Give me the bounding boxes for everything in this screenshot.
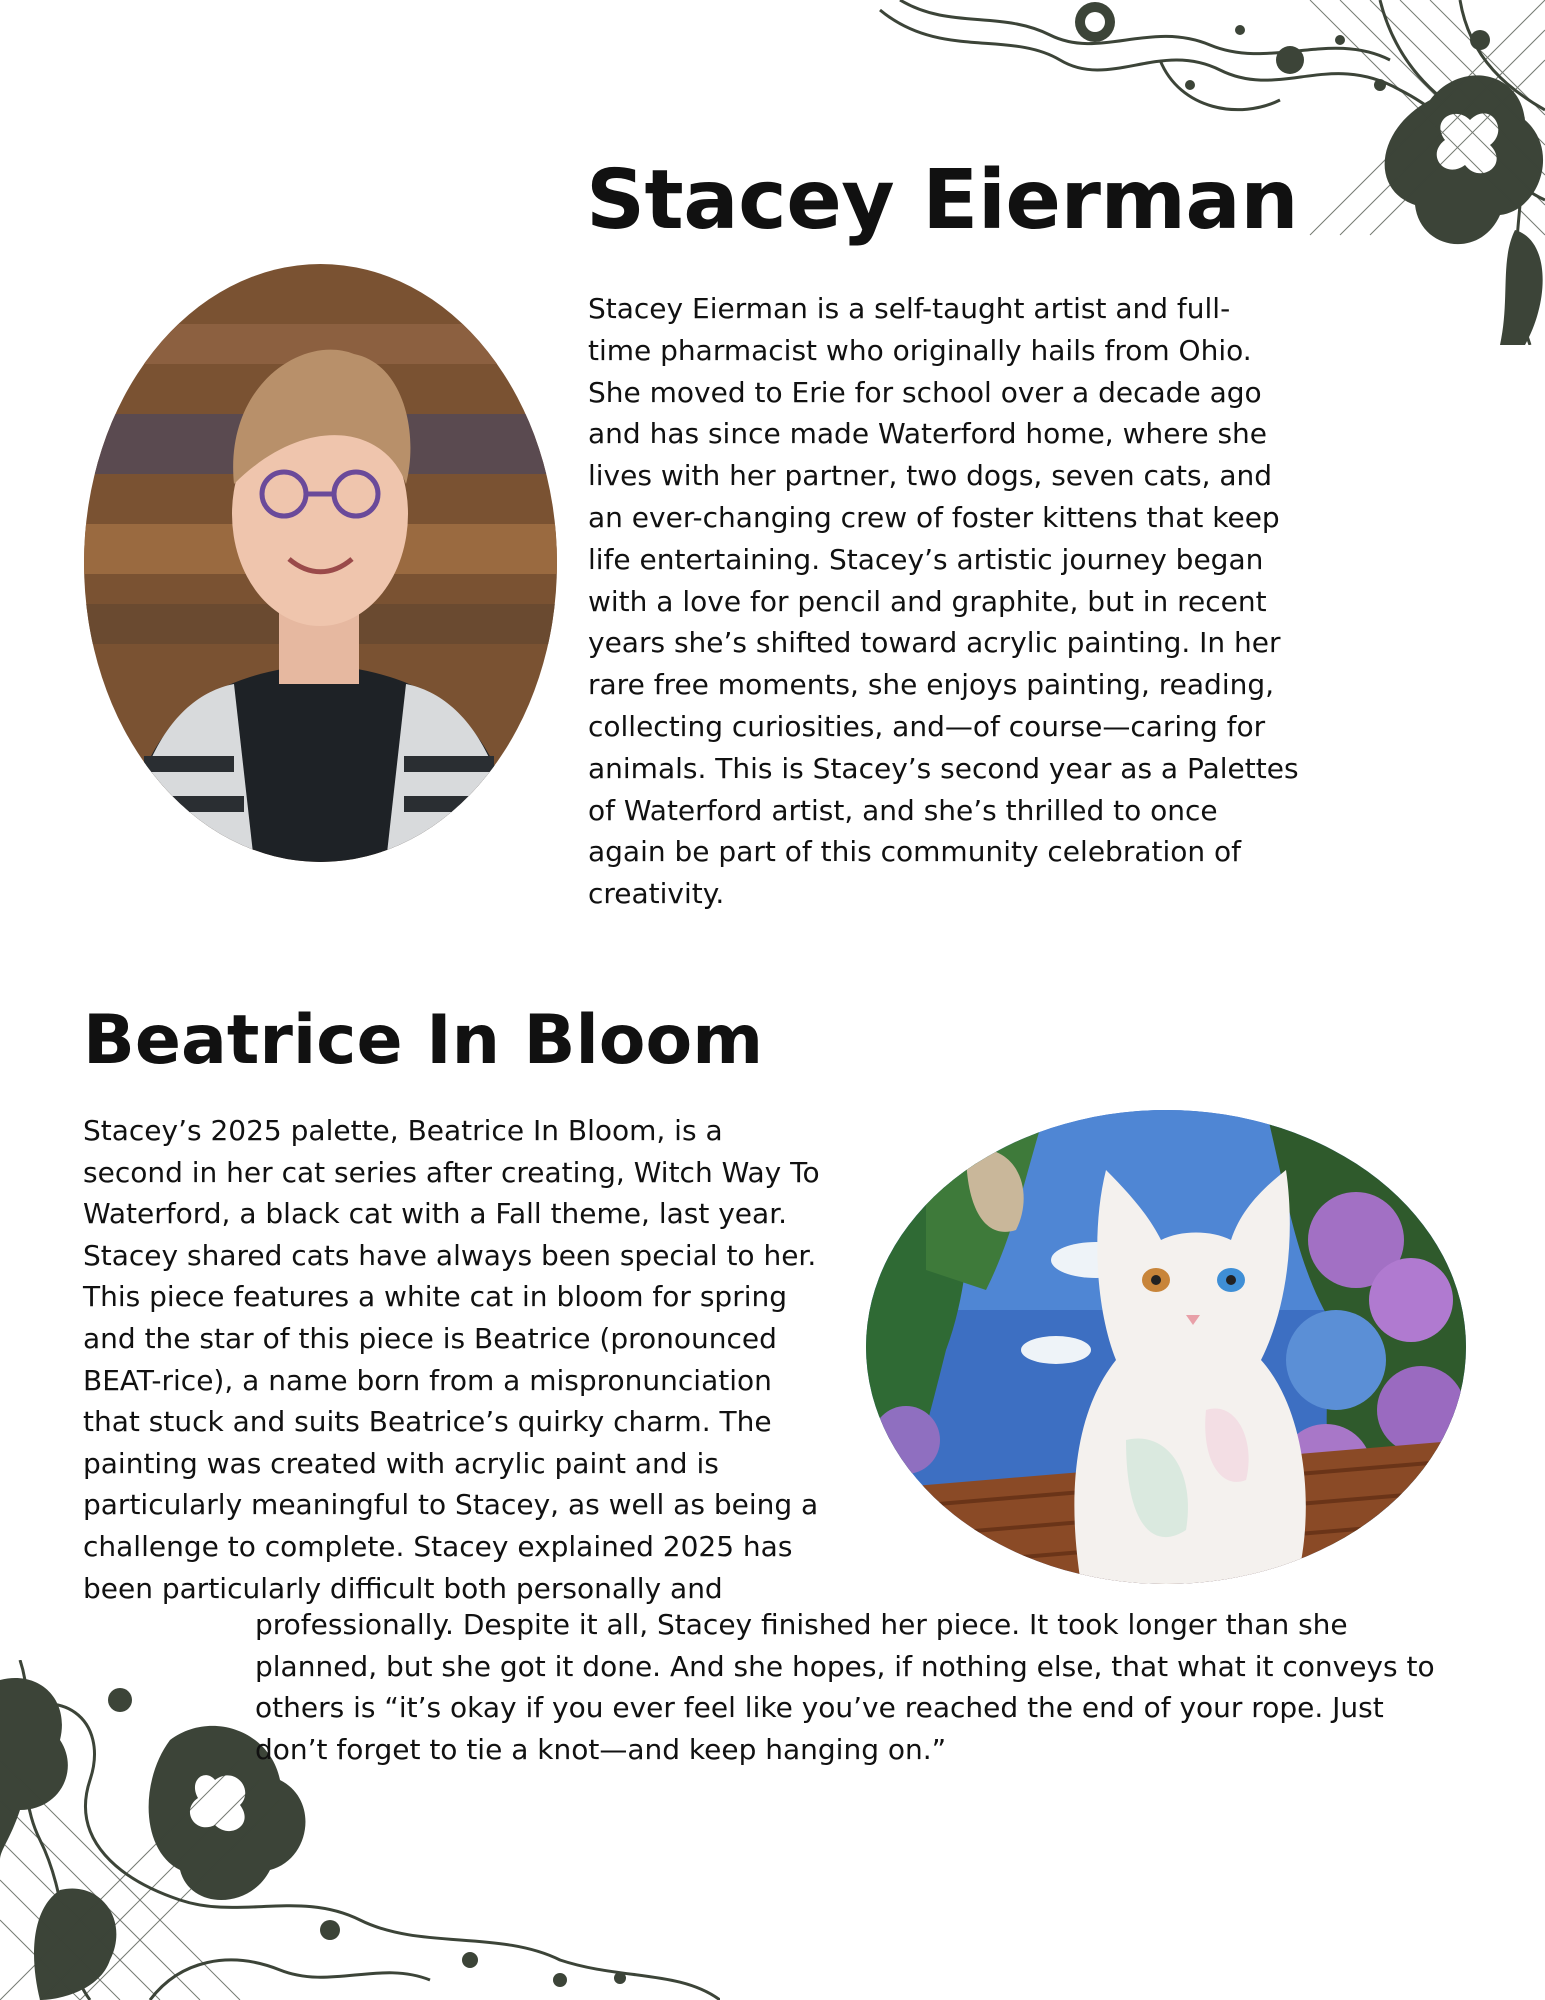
- palette-description: [83, 1110, 903, 1609]
- desc-line: BEAT-rice), a name born from a mispronunciation: [83, 1363, 772, 1397]
- desc-cont-line: don’t forget to tie a knot—and keep hanging on.”: [255, 1732, 947, 1766]
- bio-line: time pharmacist who originally hails from Ohio.: [588, 333, 1252, 367]
- desc-line: Waterford, a black cat with a Fall theme, last year.: [83, 1197, 788, 1231]
- desc-cont-line: others is “it’s okay if you ever feel like you’ve reached the end of your rope. Just: [255, 1691, 1384, 1725]
- bio-line: rare free moments, she enjoys painting, reading,: [588, 668, 1275, 702]
- bio-line: and has since made Waterford home, where she: [588, 417, 1268, 451]
- desc-line: Stacey’s 2025 palette, Beatrice In Bloom, is a: [83, 1114, 723, 1147]
- desc-line: particularly meaningful to Stacey, as well as being a: [83, 1488, 819, 1522]
- artist-portrait: [84, 264, 557, 862]
- bio-line: with a love for pencil and graphite, but in recent: [588, 584, 1267, 618]
- desc-line: second in her cat series after creating, Witch Way To: [83, 1155, 820, 1189]
- bio-line: life entertaining. Stacey’s artistic journey began: [588, 542, 1264, 576]
- bio-line: animals. This is Stacey’s second year as a Palettes: [588, 751, 1299, 785]
- bio-line: of Waterford artist, and she’s thrilled to once: [588, 793, 1218, 827]
- desc-line: challenge to complete. Stacey explained 2025 has: [83, 1529, 793, 1563]
- bio-line: an ever-changing crew of foster kittens that keep: [588, 500, 1280, 534]
- desc-line: This piece features a white cat in bloom for spring: [83, 1280, 788, 1314]
- bio-line: lives with her partner, two dogs, seven cats, and: [588, 459, 1273, 493]
- bio-line: again be part of this community celebration of: [588, 835, 1242, 869]
- bio-line: She moved to Erie for school over a decade ago: [588, 375, 1262, 409]
- bio-line: creativity.: [588, 877, 725, 911]
- desc-line: that stuck and suits Beatrice’s quirky charm. The: [83, 1405, 772, 1439]
- desc-line: Stacey shared cats have always been special to her.: [83, 1238, 817, 1272]
- desc-cont-line: planned, but she got it done. And she hopes, if nothing else, that what it conveys to: [255, 1649, 1435, 1683]
- palette-description-continued: [255, 1604, 1505, 1770]
- artist-bio: [588, 288, 1328, 915]
- desc-line: painting was created with acrylic paint and is: [83, 1446, 719, 1480]
- bio-line: Stacey Eierman is a self-taught artist and full-: [588, 292, 1231, 325]
- bio-line: collecting curiosities, and—of course—caring for: [588, 709, 1266, 743]
- palette-painting: [866, 1110, 1466, 1584]
- desc-line: been particularly difficult both personally and: [83, 1571, 723, 1605]
- artist-name: Stacey Eierman: [586, 153, 1299, 248]
- desc-cont-line: professionally. Despite it all, Stacey finished her piece. It took longer than she: [255, 1608, 1348, 1641]
- bio-line: years she’s shifted toward acrylic painting. In her: [588, 626, 1281, 660]
- desc-line: and the star of this piece is Beatrice (pronounced: [83, 1321, 777, 1355]
- palette-title: Beatrice In Bloom: [83, 1001, 764, 1080]
